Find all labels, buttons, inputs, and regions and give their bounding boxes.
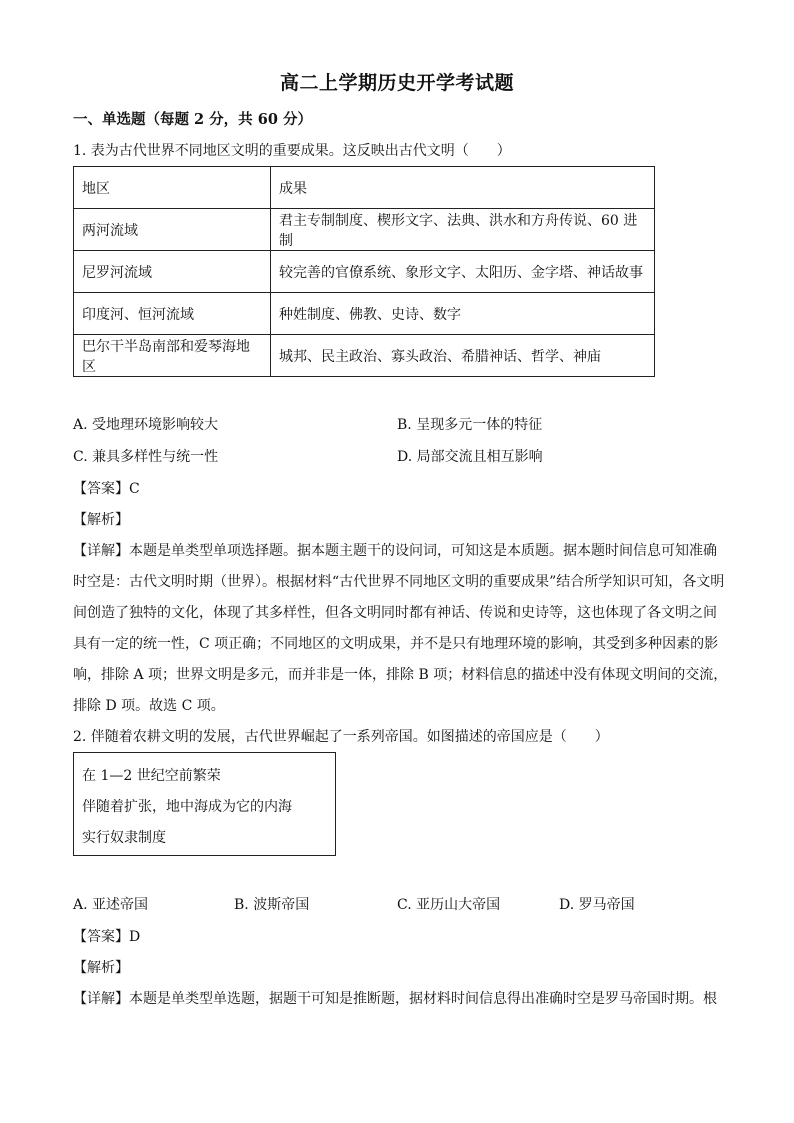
- civilization-table: [73, 166, 655, 377]
- table-row: [74, 209, 655, 251]
- table-header-cell: 成果: [271, 167, 655, 209]
- material-line: 在 1—2 世纪空前繁荣: [82, 768, 221, 784]
- question-2-option-d: D. 罗马帝国: [559, 897, 635, 913]
- question-1-detail-line: 响，排除 A 项；世界文明是多元，而并非是一体，排除 B 项；材料信息的描述中没有体现文明间的交流，: [73, 667, 728, 683]
- question-2-analysis-label: 【解析】: [73, 960, 129, 976]
- question-2-material-box: [73, 752, 336, 856]
- question-1-stem: 1. 表为古代世界不同地区文明的重要成果。这反映出古代文明（ ）: [73, 143, 511, 159]
- table-row: [74, 293, 655, 335]
- material-line: 实行奴隶制度: [82, 830, 166, 846]
- question-2-stem: 2. 伴随着农耕文明的发展，古代世界崛起了一系列帝国。如图描述的帝国应是（ ）: [73, 729, 609, 745]
- table-header-cell: 地区: [74, 167, 271, 209]
- table-row: [74, 251, 655, 293]
- question-1-option-d: D. 局部交流且相互影响: [397, 449, 543, 465]
- table-cell: 城邦、民主政治、寡头政治、希腊神话、哲学、神庙: [271, 335, 655, 377]
- table-cell: 印度河、恒河流域: [74, 293, 271, 335]
- question-1-option-c: C. 兼具多样性与统一性: [73, 449, 219, 465]
- question-1-detail-line: 具有一定的统一性，C 项正确；不同地区的文明成果，并不是只有地理环境的影响，其受到多种因素的影: [73, 636, 719, 652]
- question-1-detail-line: 排除 D 项。故选 C 项。: [73, 698, 225, 714]
- question-1-analysis-label: 【解析】: [73, 512, 129, 528]
- table-row: [74, 335, 655, 377]
- section-heading: 一、单选题（每题 2 分，共 60 分）: [73, 111, 312, 128]
- table-cell: 君主专制制度、楔形文字、法典、洪水和方舟传说、60 进制: [271, 209, 655, 251]
- table-cell: 较完善的官僚系统、象形文字、太阳历、金字塔、神话故事: [271, 251, 655, 293]
- question-1-answer: 【答案】C: [73, 481, 140, 497]
- table-header-row: [74, 167, 655, 209]
- table-cell: 尼罗河流域: [74, 251, 271, 293]
- question-1-detail-line: 【详解】本题是单类型单项选择题。据本题主题干的设问词，可知这是本质题。据本题时间信息可知准确: [73, 543, 717, 559]
- question-2-option-b: B. 波斯帝国: [234, 897, 310, 913]
- question-1-option-b: B. 呈现多元一体的特征: [397, 417, 543, 433]
- question-1-detail-line: 间创造了独特的文化，体现了其多样性，但各文明同时都有神话、传说和史诗等，这也体现了各文明之间: [73, 605, 717, 621]
- question-2-option-c: C. 亚历山大帝国: [397, 897, 501, 913]
- question-1-option-a: A. 受地理环境影响较大: [73, 417, 219, 433]
- question-2-answer: 【答案】D: [73, 929, 141, 945]
- table-cell: 巴尔干半岛南部和爱琴海地区: [74, 335, 271, 377]
- question-1-detail-line: 时空是：古代文明时期（世界）。根据材料“古代世界不同地区文明的重要成果”结合所学知识可知，各文明: [73, 574, 725, 590]
- table-cell: 两河流域: [74, 209, 271, 251]
- page-title: 高二上学期历史开学考试题: [279, 72, 514, 94]
- table-cell: 种姓制度、佛教、史诗、数字: [271, 293, 655, 335]
- question-2-option-a: A. 亚述帝国: [73, 897, 149, 913]
- material-line: 伴随着扩张，地中海成为它的内海: [82, 799, 292, 815]
- question-2-detail-line: 【详解】本题是单类型单选题，据题干可知是推断题，据材料时间信息得出准确时空是罗马帝国时期。根: [73, 991, 717, 1007]
